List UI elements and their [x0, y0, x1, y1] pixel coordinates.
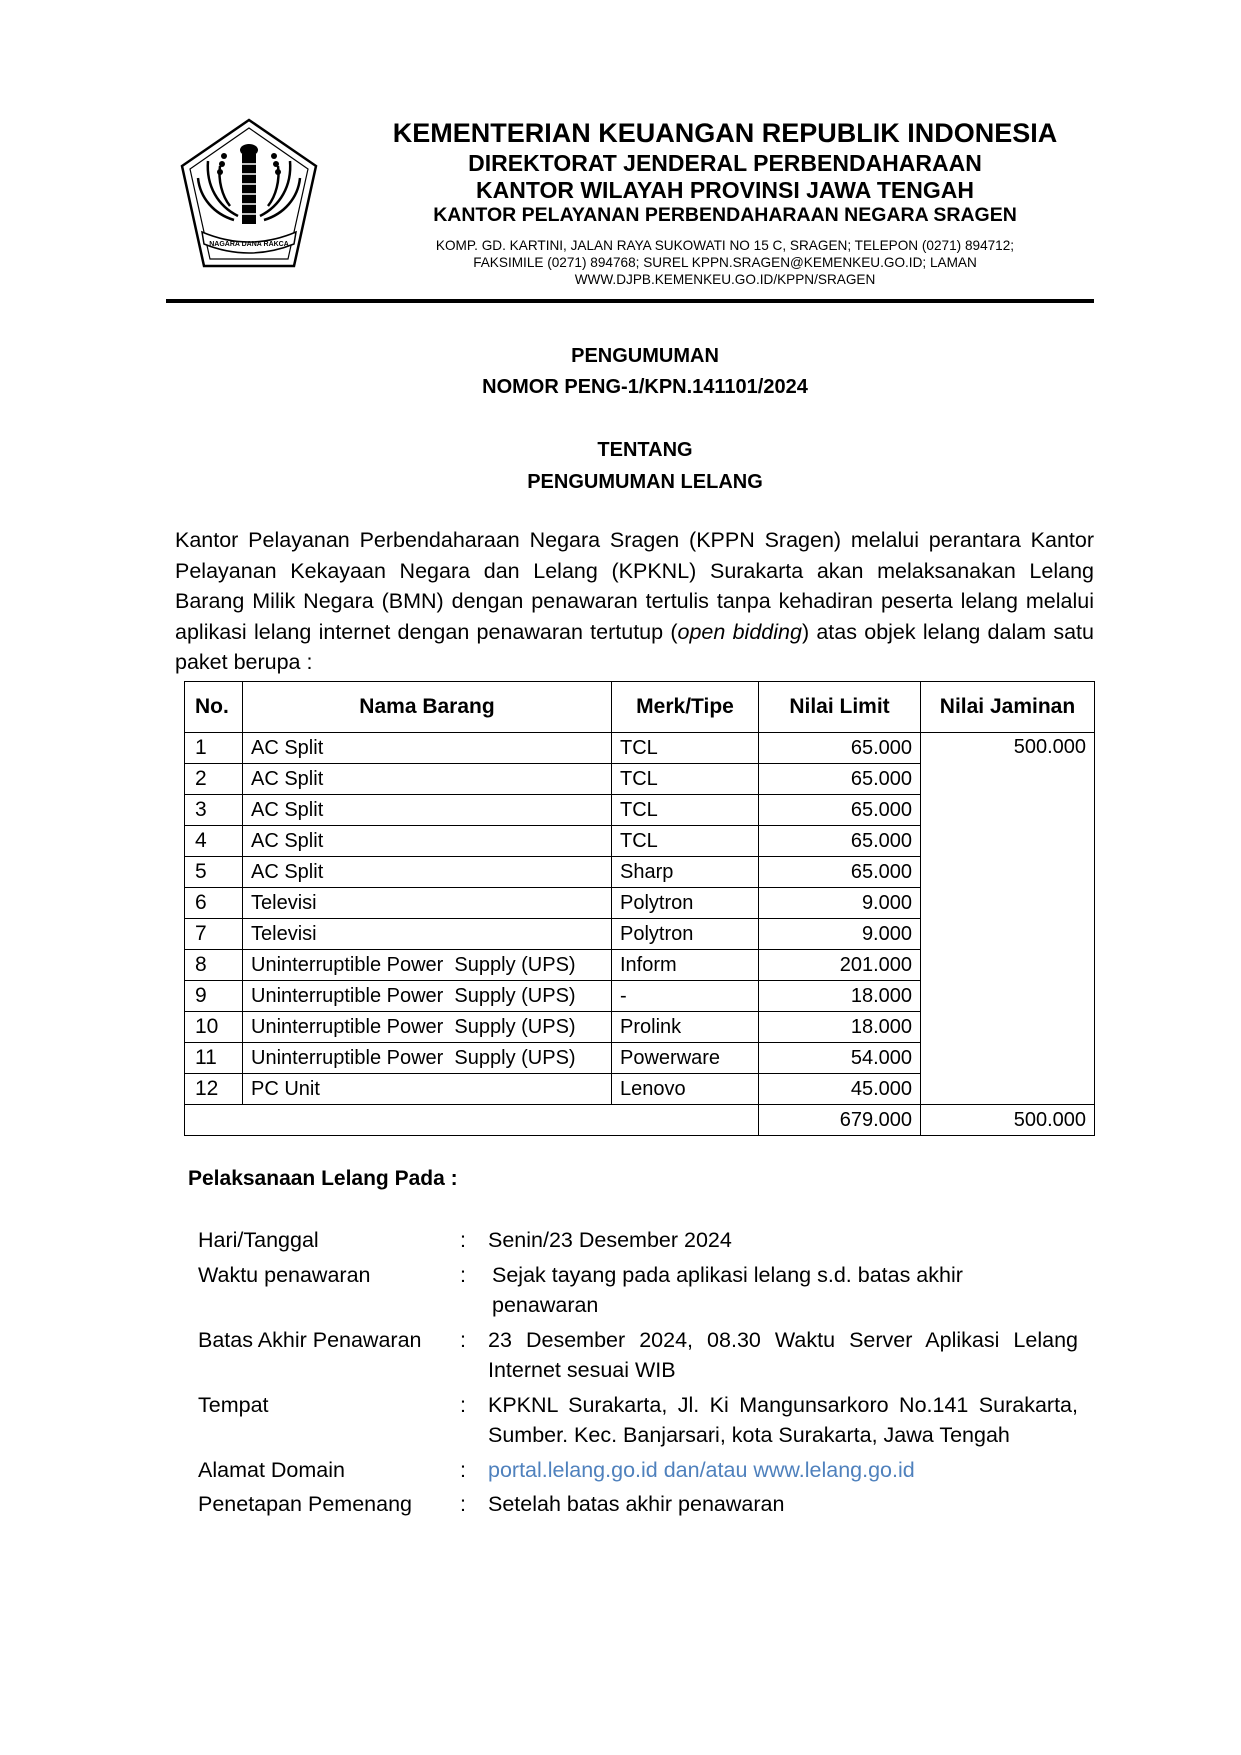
row-number: 1	[185, 733, 243, 764]
limit-value-cell: 65.000	[759, 857, 921, 888]
schedule-label: Hari/Tanggal	[198, 1228, 319, 1252]
limit-value-cell: 65.000	[759, 733, 921, 764]
row-number: 4	[185, 826, 243, 857]
item-name-cell: AC Split	[243, 826, 612, 857]
header-guarantee-value: Nilai Jaminan	[921, 682, 1095, 733]
brand-cell: Polytron	[612, 888, 759, 919]
schedule-row	[198, 1489, 1078, 1520]
schedule-row	[198, 1260, 1078, 1321]
ministry-logo	[178, 116, 320, 272]
limit-value-cell: 54.000	[759, 1043, 921, 1074]
address-line-2: FAKSIMILE (0271) 894768; SUREL KPPN.SRAGEN@KEMENKEU.GO.ID; LAMAN	[473, 255, 977, 270]
brand-cell: TCL	[612, 764, 759, 795]
schedule-value: Setelah batas akhir penawaran	[488, 1492, 785, 1516]
schedule-value: Sejak tayang pada aplikasi lelang s.d. batas akhir penawaran	[492, 1262, 963, 1317]
row-number: 6	[185, 888, 243, 919]
directorate-name: DIREKTORAT JENDERAL PERBENDAHARAAN	[468, 150, 982, 176]
brand-cell: Lenovo	[612, 1074, 759, 1105]
header-item-name: Nama Barang	[243, 682, 612, 733]
brand-cell: Sharp	[612, 857, 759, 888]
schedule-row	[198, 1225, 1078, 1256]
schedule-separator: :	[460, 1262, 466, 1287]
schedule-separator: :	[460, 1327, 466, 1352]
row-number: 5	[185, 857, 243, 888]
header-limit-value: Nilai Limit	[759, 682, 921, 733]
regional-office-name: KANTOR WILAYAH PROVINSI JAWA TENGAH	[476, 177, 974, 203]
brand-cell: Powerware	[612, 1043, 759, 1074]
brand-cell: -	[612, 981, 759, 1012]
brand-cell: Inform	[612, 950, 759, 981]
schedule-separator: :	[460, 1392, 466, 1417]
row-number: 2	[185, 764, 243, 795]
announcement-subject: PENGUMUMAN LELANG	[527, 471, 763, 493]
schedule-label: Waktu penawaran	[198, 1262, 371, 1287]
total-limit-cell: 679.000	[759, 1105, 921, 1136]
schedule-label: Alamat Domain	[198, 1457, 345, 1482]
schedule-list	[198, 1225, 1078, 1522]
announcement-title: PENGUMUMAN	[571, 345, 719, 367]
schedule-label: Penetapan Pemenang	[198, 1492, 412, 1516]
paragraph-text-before: Kantor Pelayanan Perbendaharaan Negara Sragen (KPPN Sragen) melalui perantara Kantor Pelayanan Kekayaan Negara dan Lelang (KPKNL) Surakarta akan melaksanakan Lelang Barang Milik Negara (BMN) dengan penawaran tertulis tanpa kehadiran peserta lelang melalui aplikasi lelang internet dengan penawaran tertutup (	[175, 528, 1094, 644]
table-header-row	[185, 682, 1095, 733]
schedule-row	[198, 1455, 1078, 1486]
header-no: No.	[185, 682, 243, 733]
header-brand: Merk/Tipe	[612, 682, 759, 733]
announcement-number: NOMOR PENG-1/KPN.141101/2024	[482, 376, 808, 398]
row-number: 12	[185, 1074, 243, 1105]
limit-value-cell: 65.000	[759, 795, 921, 826]
logo-motto: NAGARA DANA RAKCA	[209, 241, 289, 248]
total-blank-cell	[185, 1105, 759, 1136]
brand-cell: TCL	[612, 733, 759, 764]
item-name-cell: Uninterruptible Power Supply (UPS)	[243, 950, 612, 981]
row-number: 10	[185, 1012, 243, 1043]
schedule-heading: Pelaksanaan Lelang Pada :	[188, 1167, 458, 1190]
item-name-cell: Uninterruptible Power Supply (UPS)	[243, 1043, 612, 1074]
limit-value-cell: 18.000	[759, 981, 921, 1012]
schedule-value: KPKNL Surakarta, Jl. Ki Mangunsarkoro No.141 Surakarta, Sumber. Kec. Banjarsari, kota Surakarta, Jawa Tengah	[488, 1392, 1078, 1447]
limit-value-cell: 65.000	[759, 826, 921, 857]
item-name-cell: Uninterruptible Power Supply (UPS)	[243, 1012, 612, 1043]
office-address	[330, 237, 1120, 288]
letterhead-divider	[166, 299, 1094, 303]
brand-cell: Polytron	[612, 919, 759, 950]
item-name-cell: Uninterruptible Power Supply (UPS)	[243, 981, 612, 1012]
table-row	[185, 733, 1095, 764]
brand-cell: TCL	[612, 795, 759, 826]
limit-value-cell: 201.000	[759, 950, 921, 981]
table-total-row	[185, 1105, 1095, 1136]
row-number: 3	[185, 795, 243, 826]
brand-cell: Prolink	[612, 1012, 759, 1043]
ministry-name: KEMENTERIAN KEUANGAN REPUBLIK INDONESIA	[392, 118, 1058, 148]
schedule-separator: :	[460, 1457, 466, 1482]
address-line-1: KOMP. GD. KARTINI, JALAN RAYA SUKOWATI NO 15 C, SRAGEN; TELEPON (0271) 894712;	[435, 238, 1015, 253]
schedule-label: Batas Akhir Penawaran	[198, 1327, 422, 1352]
limit-value-cell: 65.000	[759, 764, 921, 795]
brand-cell: TCL	[612, 826, 759, 857]
schedule-value: Senin/23 Desember 2024	[488, 1228, 732, 1252]
row-number: 7	[185, 919, 243, 950]
auction-items-table	[184, 681, 1095, 1136]
schedule-row	[198, 1390, 1078, 1451]
row-number: 9	[185, 981, 243, 1012]
item-name-cell: AC Split	[243, 857, 612, 888]
limit-value-cell: 18.000	[759, 1012, 921, 1043]
paragraph-italic: open bidding	[677, 619, 802, 644]
item-name-cell: Televisi	[243, 919, 612, 950]
schedule-value: 23 Desember 2024, 08.30 Waktu Server Aplikasi Lelang Internet sesuai WIB	[488, 1327, 1078, 1382]
limit-value-cell: 45.000	[759, 1074, 921, 1105]
intro-paragraph	[175, 525, 1094, 678]
total-guarantee-cell: 500.000	[921, 1105, 1095, 1136]
item-name-cell: AC Split	[243, 733, 612, 764]
item-name-cell: AC Split	[243, 764, 612, 795]
schedule-label: Tempat	[198, 1392, 269, 1417]
domain-link[interactable]: portal.lelang.go.id dan/atau www.lelang.go.id	[488, 1457, 915, 1482]
row-number: 11	[185, 1043, 243, 1074]
limit-value-cell: 9.000	[759, 919, 921, 950]
guarantee-value-cell: 500.000	[921, 733, 1095, 1105]
paragraph-text-after: ) atas objek lelang dalam satu paket berupa :	[175, 619, 1094, 674]
row-number: 8	[185, 950, 243, 981]
office-name: KANTOR PELAYANAN PERBENDAHARAAN NEGARA SRAGEN	[433, 204, 1017, 226]
item-name-cell: AC Split	[243, 795, 612, 826]
schedule-separator: :	[460, 1228, 466, 1252]
item-name-cell: Televisi	[243, 888, 612, 919]
about-label: TENTANG	[597, 439, 693, 461]
schedule-row	[198, 1325, 1078, 1386]
schedule-separator: :	[460, 1492, 466, 1516]
item-name-cell: PC Unit	[243, 1074, 612, 1105]
address-line-3: WWW.DJPB.KEMENKEU.GO.ID/KPPN/SRAGEN	[574, 272, 876, 287]
limit-value-cell: 9.000	[759, 888, 921, 919]
